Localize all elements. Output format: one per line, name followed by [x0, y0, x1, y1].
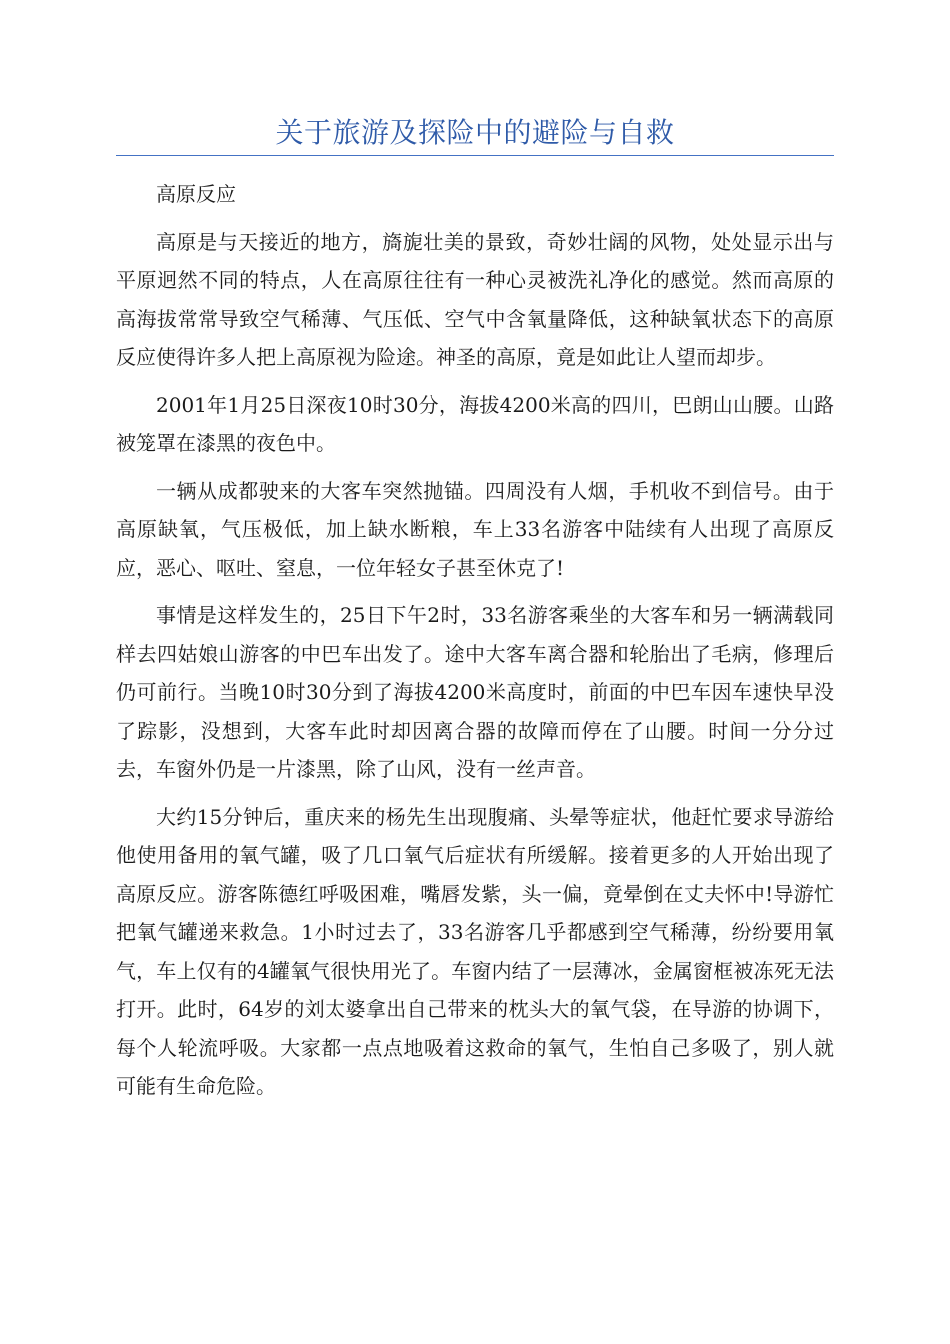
section-heading: 高原反应	[156, 182, 236, 206]
paragraph-5: 大约15分钟后，重庆来的杨先生出现腹痛、头晕等症状，他赶忙要求导游给他使用备用的氧气罐，吸了几口氧气后症状有所缓解。接着更多的人开始出现了高原反应。游客陈德红呼吸困难，嘴唇发紫，头一偏，竟晕倒在丈夫怀中!导游忙把氧气罐递来救急。1小时过去了，33名游客几乎都感到空气稀薄，纷纷要用氧气，车上仅有的4罐氧气很快用光了。车窗内结了一层薄冰，金属窗框被冻死无法打开。此时，64岁的刘太婆拿出自己带来的枕头大的氧气袋，在导游的协调下，每个人轮流呼吸。大家都一点点地吸着这救命的氧气，生怕自己多吸了，别人就可能有生命危险。	[116, 804, 834, 1098]
paragraph-4: 事情是这样发生的，25日下午2时，33名游客乘坐的大客车和另一辆满载同样去四姑娘山游客的中巴车出发了。途中大客车离合器和轮胎出了毛病，修理后仍可前行。当晚10时30分到了海拔4200米高度时，前面的中巴车因车速快早没了踪影，没想到，大客车此时却因离合器的故障而停在了山腰。时间一分分过去，车窗外仍是一片漆黑，除了山风，没有一丝声音。	[116, 603, 834, 781]
title-underline	[116, 155, 834, 156]
paragraph-2: 2001年1月25日深夜10时30分，海拔4200米高的四川，巴朗山山腰。山路被笼罩在漆黑的夜色中。	[116, 392, 834, 455]
paragraph-1: 高原是与天接近的地方，旖旎壮美的景致，奇妙壮阔的风物，处处显示出与平原迥然不同的特点，人在高原往往有一种心灵被洗礼净化的感觉。然而高原的高海拔常常导致空气稀薄、气压低、空气中含氧量降低，这种缺氧状态下的高原反应使得许多人把上高原视为险途。神圣的高原，竟是如此让人望而却步。	[116, 229, 834, 369]
paragraph-3: 一辆从成都驶来的大客车突然抛锚。四周没有人烟，手机收不到信号。由于高原缺氧，气压极低，加上缺水断粮，车上33名游客中陆续有人出现了高原反应，恶心、呕吐、窒息，一位年轻女子甚至休克了!	[116, 478, 834, 580]
document-title: 关于旅游及探险中的避险与自救	[275, 116, 675, 149]
document-body	[116, 175, 834, 1115]
